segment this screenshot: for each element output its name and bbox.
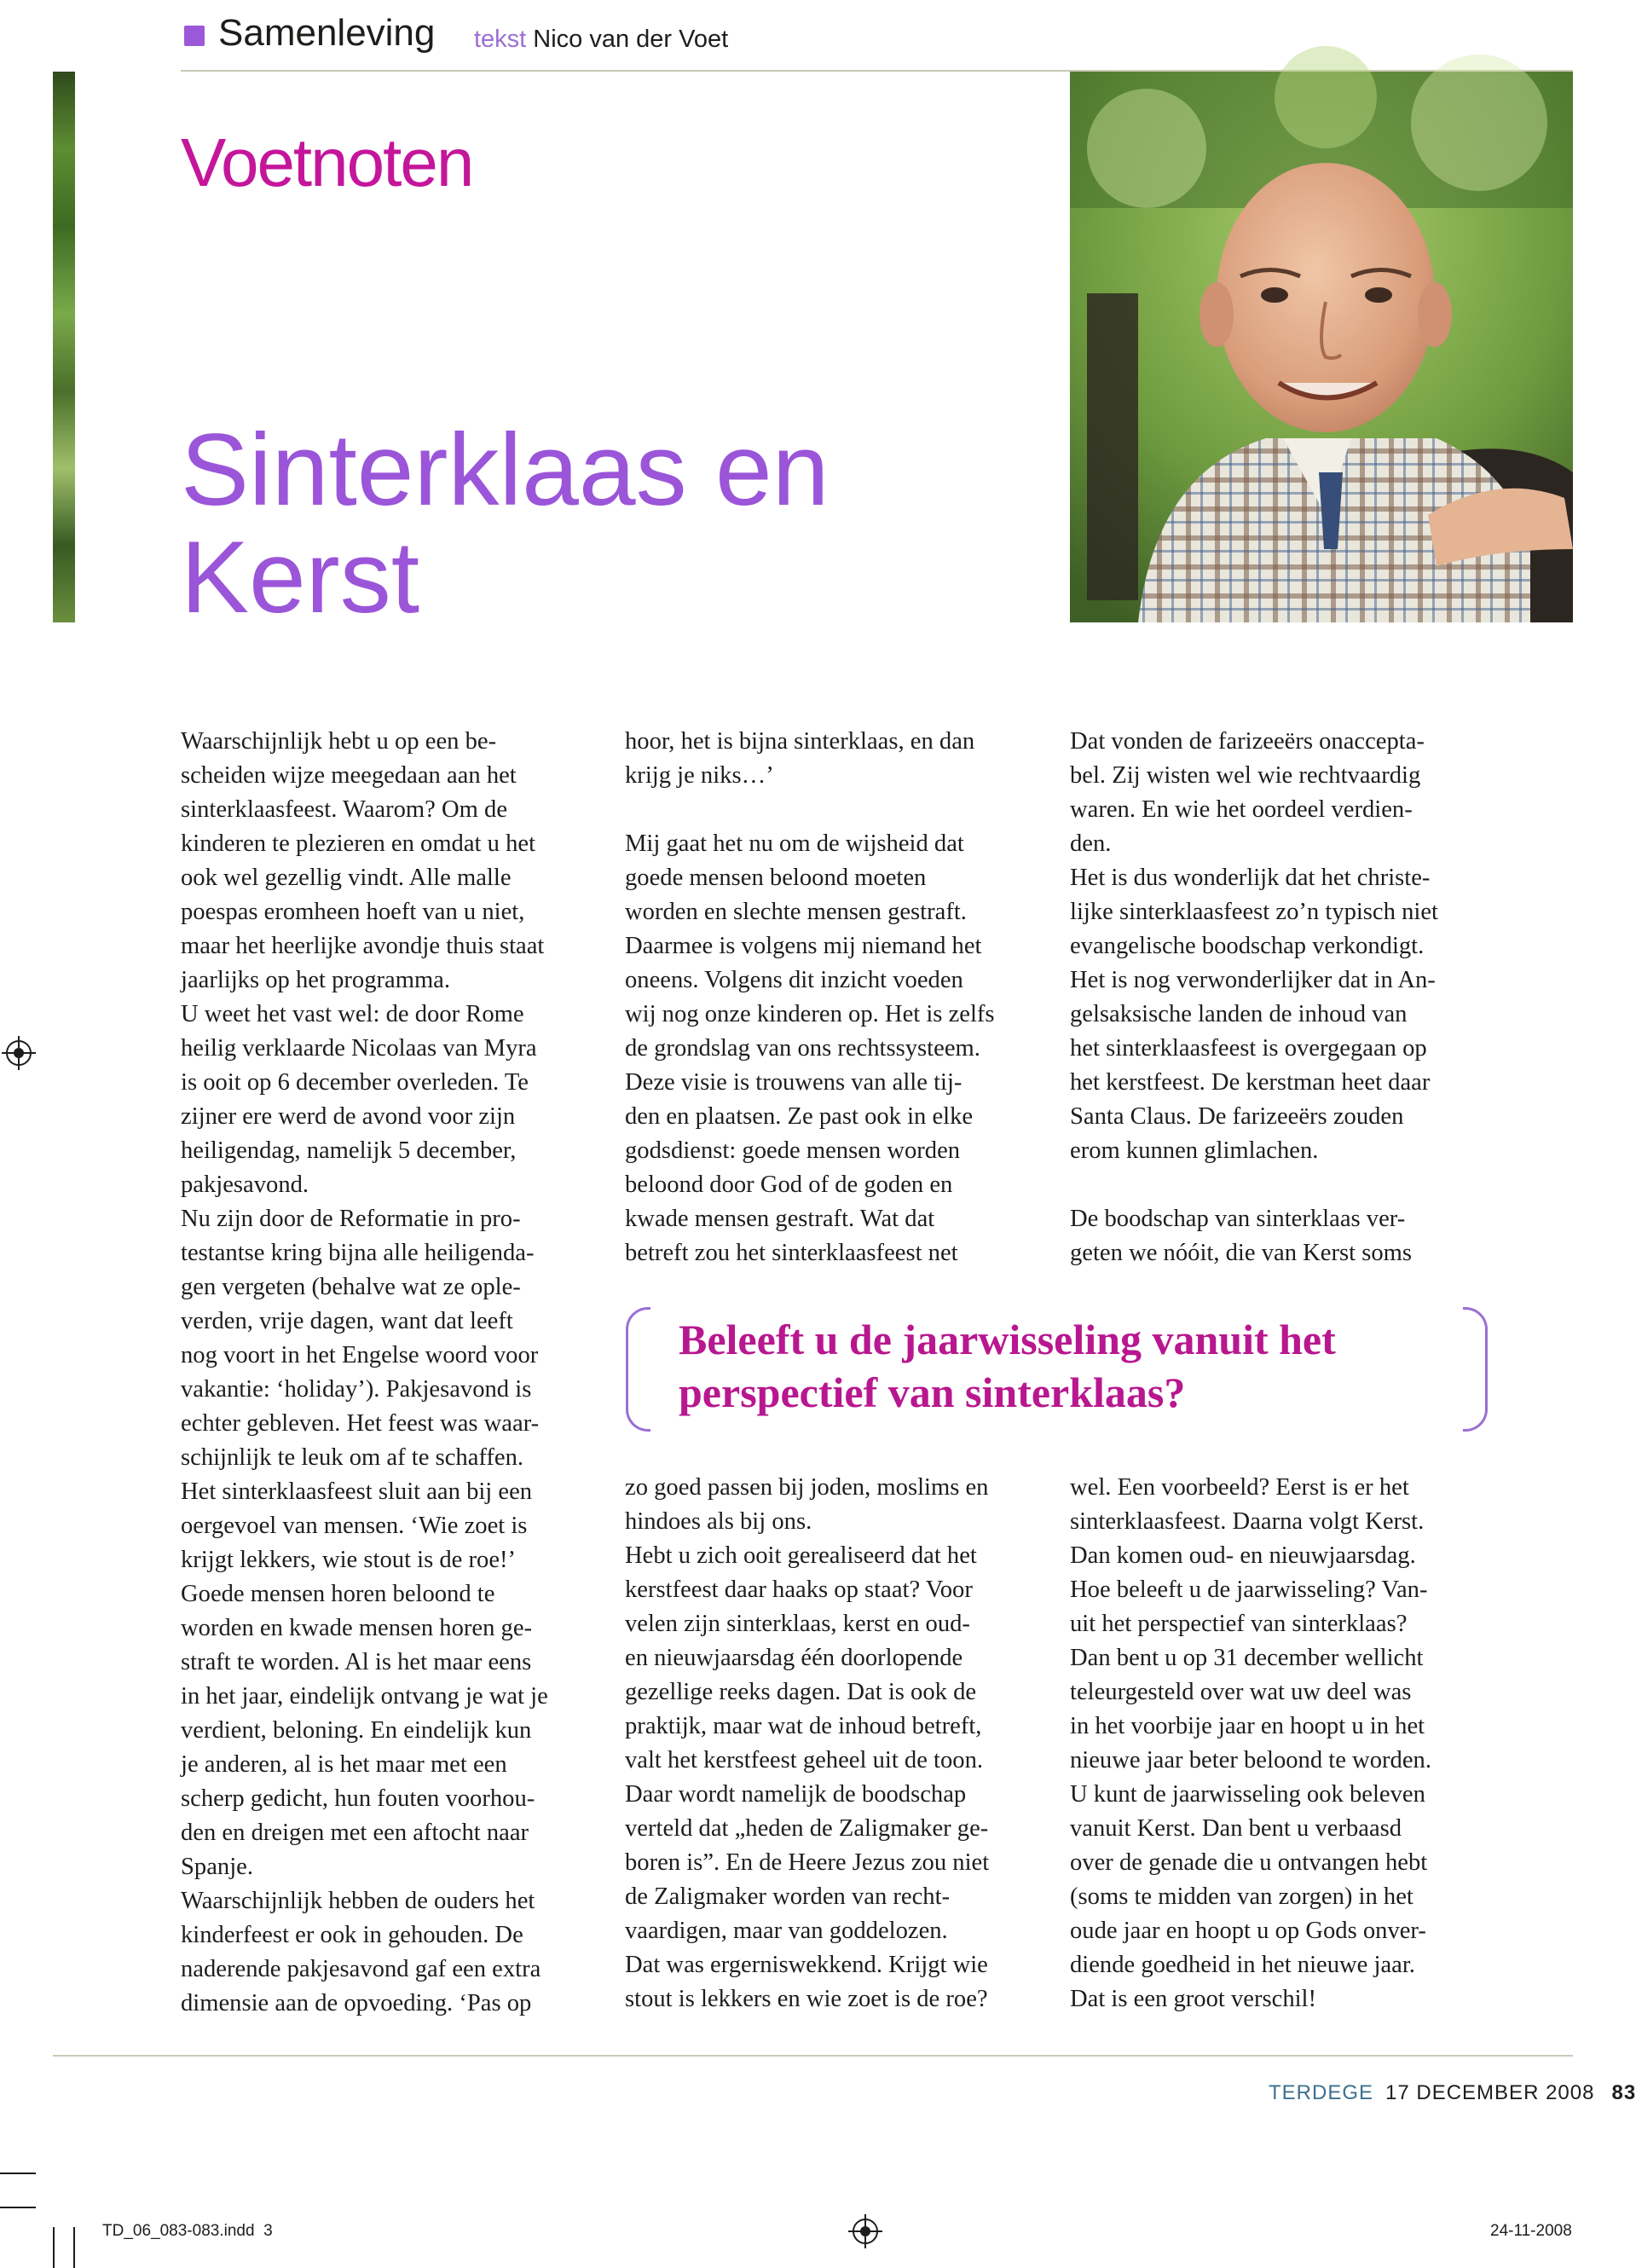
text-line: Hebt u zich ooit gerealiseerd dat het xyxy=(625,1542,977,1569)
slug-filename: TD_06_083-083.indd xyxy=(102,2222,255,2240)
text-line: diende goedheid in het nieuwe jaar. xyxy=(1070,1952,1415,1978)
text-line: hoor, het is bijna sinterklaas, en dan xyxy=(625,728,975,755)
text-line: evangelische boodschap verkondigt. xyxy=(1070,933,1425,959)
text-line: den en plaatsen. Ze past ook in elke xyxy=(625,1103,974,1130)
body-column-2-bottom xyxy=(625,1471,1055,2016)
text-line: je anderen, al is het maar met een xyxy=(181,1751,507,1778)
text-line: de grondslag van ons rechtssysteem. xyxy=(625,1035,980,1062)
text-line: zo goed passen bij joden, moslims en xyxy=(625,1474,989,1501)
text-line: wel. Een voorbeeld? Eerst is er het xyxy=(1070,1474,1409,1501)
text-line: Spanje. xyxy=(181,1854,253,1880)
text-line: teleurgesteld over wat uw deel was xyxy=(1070,1679,1412,1705)
pull-quote-line: Beleeft u de jaarwisseling vanuit het xyxy=(679,1316,1336,1363)
text-line: oergevoel van mensen. ‘Wie zoet is xyxy=(181,1513,528,1539)
author-portrait xyxy=(1070,72,1573,622)
text-line: testantse kring bijna alle heiligenda- xyxy=(181,1240,535,1266)
text-line: beloond door God of de goden en xyxy=(625,1172,953,1198)
text-line: worden en slechte mensen gestraft. xyxy=(625,899,967,925)
text-line: oneens. Volgens dit inzicht voeden xyxy=(625,967,963,993)
text-line: dimensie aan de opvoeding. ‘Pas op xyxy=(181,1990,532,2016)
byline-author: Nico van der Voet xyxy=(533,26,729,53)
text-line: scherp gedicht, hun fouten voorhou- xyxy=(181,1785,535,1812)
text-line: Dan komen oud- en nieuwjaarsdag. xyxy=(1070,1542,1416,1569)
headline-line: Sinterklaas en xyxy=(181,413,830,527)
pull-quote-bracket-right xyxy=(1463,1307,1488,1432)
text-line: over de genade die u ontvangen hebt xyxy=(1070,1849,1428,1876)
text-line: pakjesavond. xyxy=(181,1172,309,1198)
text-line: Het is nog verwonderlijker dat in An- xyxy=(1070,967,1436,993)
text-line: schijnlijk te leuk om af te schaffen. xyxy=(181,1444,524,1471)
byline xyxy=(474,26,728,54)
text-line: nog voort in het Engelse woord voor xyxy=(181,1342,539,1368)
text-line: Dan bent u op 31 december wellicht xyxy=(1070,1645,1424,1671)
text-line: Het is dus wonderlijk dat het christe- xyxy=(1070,865,1431,891)
text-line: en nieuwjaarsdag één doorlopende xyxy=(625,1645,963,1671)
text-line: Dat is een groot verschil! xyxy=(1070,1986,1317,2012)
text-line: zijner ere werd de avond voor zijn xyxy=(181,1103,516,1130)
text-line: verdient, beloning. En eindelijk kun xyxy=(181,1717,532,1744)
text-line: heilig verklaarde Nicolaas van Myra xyxy=(181,1035,537,1062)
text-line: gelsaksische landen de inhoud van xyxy=(1070,1001,1408,1027)
text-line: scheiden wijze meegedaan aan het xyxy=(181,762,517,789)
text-line: de Zaligmaker worden van recht- xyxy=(625,1883,951,1910)
text-line: Dat was ergerniswekkend. Krijgt wie xyxy=(625,1952,988,1978)
text-line: velen zijn sinterklaas, kerst en oud- xyxy=(625,1611,970,1637)
text-line: Daar wordt namelijk de boodschap xyxy=(625,1781,967,1808)
section-label: Samenleving xyxy=(218,12,436,54)
crop-mark xyxy=(0,2207,36,2208)
portrait-illustration xyxy=(1070,72,1573,622)
text-line: boren is”. En de Heere Jezus zou niet xyxy=(625,1849,990,1876)
text-line: worden en kwade mensen horen ge- xyxy=(181,1615,533,1641)
body-column-2-top xyxy=(625,725,1055,1270)
registration-mark-icon xyxy=(848,2214,882,2248)
text-line: verden, vrije dagen, want dat leeft xyxy=(181,1308,513,1334)
text-line: echter gebleven. Het feest was waar- xyxy=(181,1410,540,1437)
text-line: goede mensen beloond moeten xyxy=(625,865,927,891)
text-line: gezellige reeks dagen. Dat is ook de xyxy=(625,1679,977,1705)
body-column-3-bottom xyxy=(1070,1471,1500,2016)
text-line: Het sinterklaasfeest sluit aan bij een xyxy=(181,1478,533,1505)
slug-page: 3 xyxy=(263,2222,273,2240)
text-line: naderende pakjesavond gaf een extra xyxy=(181,1956,541,1982)
page-number: 83 xyxy=(1611,2081,1636,2104)
text-line: (soms te midden van zorgen) in het xyxy=(1070,1883,1413,1910)
photo-edge-strip xyxy=(53,72,75,622)
crop-mark xyxy=(73,2227,75,2268)
text-line: in het jaar, eindelijk ontvang je wat je xyxy=(181,1683,548,1710)
text-line: Goede mensen horen beloond te xyxy=(181,1581,495,1607)
text-line: Daarmee is volgens mij niemand het xyxy=(625,933,982,959)
text-line: Waarschijnlijk hebben de ouders het xyxy=(181,1888,535,1914)
text-line: kinderen te plezieren en omdat u het xyxy=(181,830,536,857)
text-line: hindoes als bij ons. xyxy=(625,1508,812,1535)
text-line: sinterklaasfeest. Waarom? Om de xyxy=(181,796,508,823)
text-line: nieuwe jaar beter beloond te worden. xyxy=(1070,1747,1431,1773)
paragraph-gap xyxy=(625,793,1055,827)
text-line: jaarlijks op het programma. xyxy=(181,967,451,993)
text-line: Mij gaat het nu om de wijsheid dat xyxy=(625,830,964,857)
text-line: Dat vonden de farizeeërs onaccepta- xyxy=(1070,728,1425,755)
text-line: ook wel gezellig vindt. Alle malle xyxy=(181,865,512,891)
text-line: Nu zijn door de Reformatie in pro- xyxy=(181,1206,521,1232)
text-line: U weet het vast wel: de door Rome xyxy=(181,1001,524,1027)
text-line: waren. En wie het oordeel verdien- xyxy=(1070,796,1413,823)
text-line: verteld dat „heden de Zaligmaker ge- xyxy=(625,1815,989,1842)
text-line: in het voorbije jaar en hoopt u in het xyxy=(1070,1713,1425,1739)
text-line: Santa Claus. De farizeeërs zouden xyxy=(1070,1103,1404,1130)
section-marker xyxy=(184,26,205,46)
text-line: kwade mensen gestraft. Wat dat xyxy=(625,1206,935,1232)
text-line: Deze visie is trouwens van alle tij- xyxy=(625,1069,963,1096)
text-line: U kunt de jaarwisseling ook beleven xyxy=(1070,1781,1425,1808)
text-line: is ooit op 6 december overleden. Te xyxy=(181,1069,529,1096)
pull-quote-line: perspectief van sinterklaas? xyxy=(679,1368,1186,1416)
text-line: geten we nóóit, die van Kerst soms xyxy=(1070,1240,1413,1266)
text-line: oude jaar en hoopt u op Gods onver- xyxy=(1070,1918,1426,1944)
text-line: het kerstfeest. De kerstman heet daar xyxy=(1070,1069,1431,1096)
text-line: vanuit Kerst. Dan bent u verbaasd xyxy=(1070,1815,1402,1842)
text-line: poespas eromheen hoeft van u niet, xyxy=(181,899,525,925)
text-line: vaardigen, maar van goddelozen. xyxy=(625,1918,948,1944)
text-line: valt het kerstfeest geheel uit de toon. xyxy=(625,1747,984,1773)
magazine-name: TERDEGE xyxy=(1269,2081,1374,2104)
crop-mark xyxy=(53,2227,55,2268)
paragraph-gap xyxy=(1070,1168,1500,1202)
pull-quote-bracket-left xyxy=(626,1307,650,1432)
folio xyxy=(1269,2081,1636,2105)
column-title: Voetnoten xyxy=(181,124,473,200)
headline-line: Kerst xyxy=(181,520,420,634)
text-line: heiligendag, namelijk 5 december, xyxy=(181,1137,517,1164)
byline-label: tekst xyxy=(474,26,527,53)
text-line: kinderfeest er ook in gehouden. De xyxy=(181,1922,523,1948)
registration-mark-icon xyxy=(2,1036,36,1070)
text-line: vakantie: ‘holiday’). Pakjesavond is xyxy=(181,1376,532,1403)
text-line: bel. Zij wisten wel wie rechtvaardig xyxy=(1070,762,1421,789)
text-line: De boodschap van sinterklaas ver- xyxy=(1070,1206,1406,1232)
text-line: het sinterklaasfeest is overgegaan op xyxy=(1070,1035,1427,1062)
text-line: straft te worden. Al is het maar eens xyxy=(181,1649,532,1675)
issue-date: 17 DECEMBER 2008 xyxy=(1385,2081,1595,2104)
slug-date: 24-11-2008 xyxy=(1490,2222,1572,2240)
text-line: lijke sinterklaasfeest zo’n typisch niet xyxy=(1070,899,1438,925)
footer-rule xyxy=(53,2055,1573,2057)
text-line: betreft zou het sinterklaasfeest net xyxy=(625,1240,958,1266)
text-line: uit het perspectief van sinterklaas? xyxy=(1070,1611,1408,1637)
text-line: erom kunnen glimlachen. xyxy=(1070,1137,1319,1164)
text-line: gen vergeten (behalve wat ze ople- xyxy=(181,1274,521,1300)
text-line: stout is lekkers en wie zoet is de roe? xyxy=(625,1986,988,2012)
slug-file xyxy=(102,2222,273,2241)
text-line: den en dreigen met een aftocht naar xyxy=(181,1820,529,1846)
body-column-3-top xyxy=(1070,725,1500,1270)
text-line: krijg je niks…’ xyxy=(625,762,774,789)
text-line: maar het heerlijke avondje thuis staat xyxy=(181,933,545,959)
body-column-1 xyxy=(181,725,611,2021)
text-line: krijgt lekkers, wie stout is de roe!’ xyxy=(181,1547,517,1573)
text-line: godsdienst: goede mensen worden xyxy=(625,1137,961,1164)
text-line: Hoe beleeft u de jaarwisseling? Van- xyxy=(1070,1577,1428,1603)
crop-mark xyxy=(0,2173,36,2174)
headline xyxy=(181,413,830,634)
text-line: Waarschijnlijk hebt u op een be- xyxy=(181,728,497,755)
text-line: kerstfeest daar haaks op staat? Voor xyxy=(625,1577,973,1603)
pull-quote xyxy=(679,1313,1336,1419)
text-line: wij nog onze kinderen op. Het is zelfs xyxy=(625,1001,995,1027)
text-line: den. xyxy=(1070,830,1112,857)
text-line: praktijk, maar wat de inhoud betreft, xyxy=(625,1713,982,1739)
text-line: sinterklaasfeest. Daarna volgt Kerst. xyxy=(1070,1508,1425,1535)
